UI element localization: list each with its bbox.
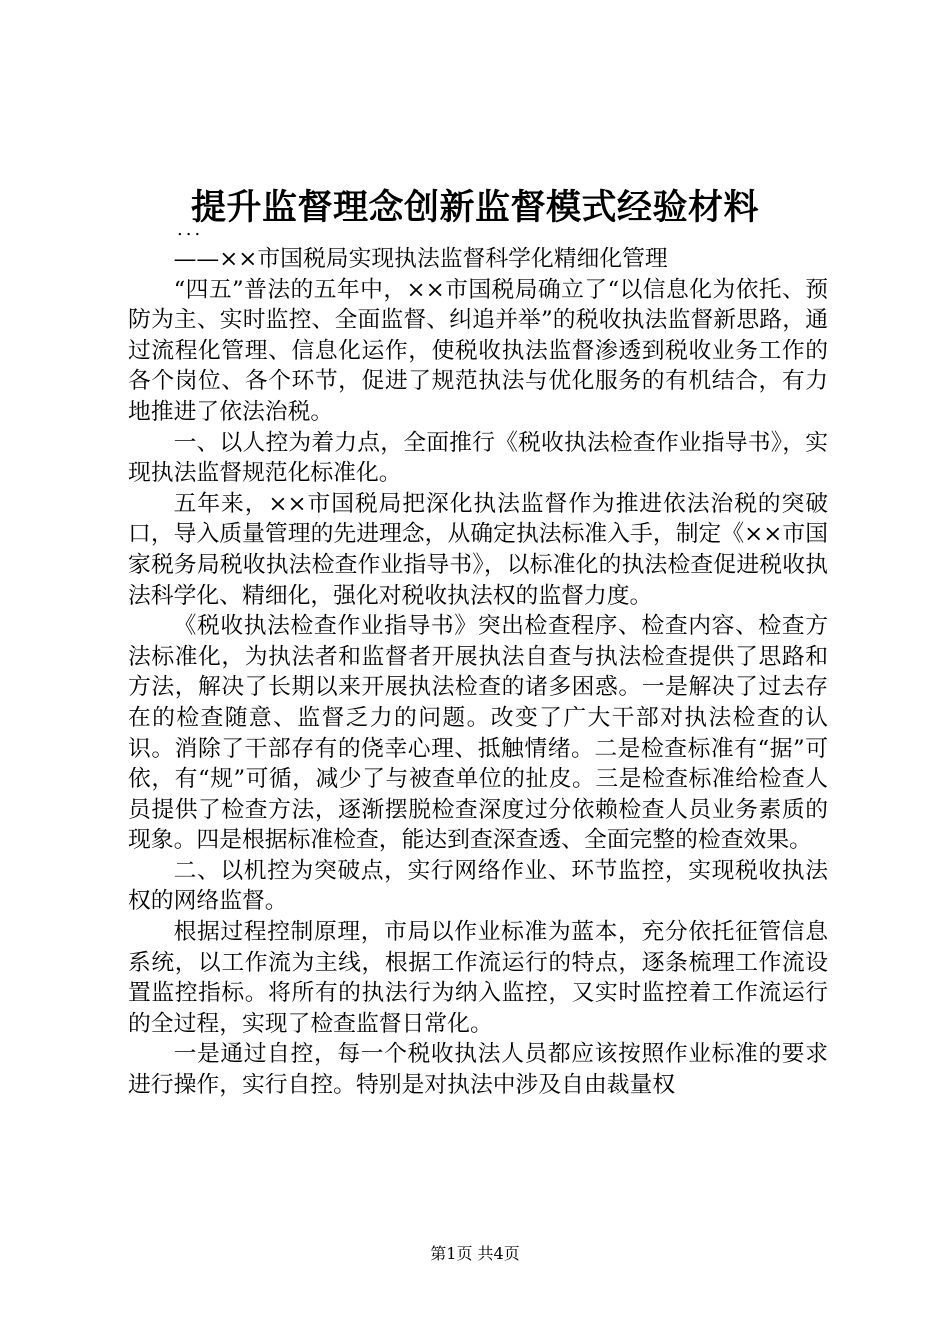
document-subtitle: ——××市国税局实现执法监督科学化精细化管理 xyxy=(173,246,668,272)
ellipsis-mark: ... xyxy=(177,219,204,240)
paragraph: 根据过程控制原理，市局以作业标准为蓝本，充分依托征管信息系统，以工作流为主线，根据工作流运行的特点，逐条梳理工作流设置监控指标。将所有的执法行为纳入监控，又实时监控着工作流运行的全过程，实现了检查监督日常化。 xyxy=(128,919,828,1037)
paragraph-intro: “四五”普法的五年中，××市国税局确立了“以信息化为依托、预防为主、实时监控、全面监督、纠追并举”的税收执法监督新思路，通过流程化管理、信息化运作，使税收执法监督渗透到税收业务工作的各个岗位、各个环节，促进了规范执法与优化服务的有机结合，有力地推进了依法治税。 xyxy=(128,276,828,425)
section-heading-2: 二、以机控为突破点，实行网络作业、环节监控，实现税收执法权的网络监督。 xyxy=(128,857,828,915)
paragraph: 一是通过自控，每一个税收执法人员都应该按照作业标准的要求进行操作，实行自控。特别是对执法中涉及自由裁量权 xyxy=(128,1041,828,1099)
paragraph: 五年来，××市国税局把深化执法监督作为推进依法治税的突破口，导入质量管理的先进理念，从确定执法标准入手，制定《××市国家税务局税收执法检查作业指导书》，以标准化的执法检查促进税收执法科学化、精细化，强化对税收执法权的监督力度。 xyxy=(128,490,828,609)
section-heading-1: 一、以人控为着力点，全面推行《税收执法检查作业指导书》，实现执法监督规范化标准化。 xyxy=(128,429,828,487)
document-body xyxy=(128,244,828,1101)
document-title: 提升监督理念创新监督模式经验材料 xyxy=(190,187,759,228)
page-footer: 第1页 共4页 xyxy=(430,1244,520,1263)
paragraph: 《税收执法检查作业指导书》突出检查程序、检查内容、检查方法标准化，为执法者和监督者开展执法自查与执法检查提供了思路和方法，解决了长期以来开展执法检查的诸多困惑。一是解决了过去存在的检查随意、监督乏力的问题。改变了广大干部对执法检查的认识。消除了干部存有的侥幸心理、抵触情绪。二是检查标准有“据”可依，有“规”可循，减少了与被查单位的扯皮。三是检查标准给检查人员提供了检查方法，逐渐摆脱检查深度过分依赖检查人员业务素质的现象。四是根据标准检查，能达到查深查透、全面完整的检查效果。 xyxy=(128,613,828,854)
